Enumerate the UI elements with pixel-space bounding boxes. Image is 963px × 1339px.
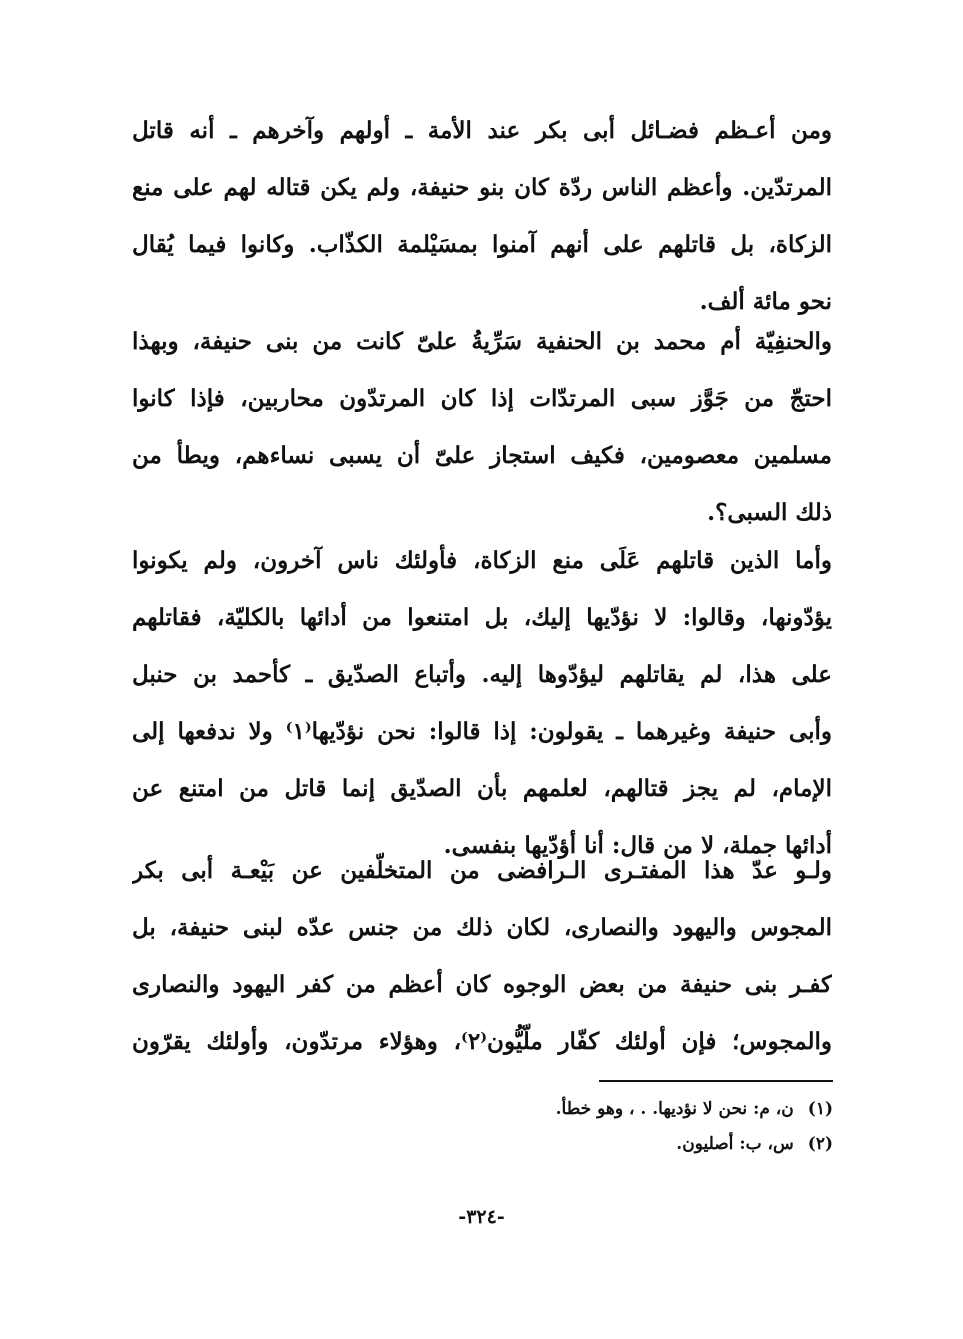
text-line: ومن أعـظم فضـائل أبى بكر عند الأمة ـ أولهم وآخرهم ـ أنه قاتل — [132, 117, 832, 144]
paragraph-1 — [132, 102, 832, 330]
text-line: أدائها جملة، لا من قال: أنا أؤدّيها بنفسى. — [443, 832, 832, 859]
text-line: والحنفِيّة أم محمد بن الحنفية سَرِّيةُ علىّ كانت من بنى حنيفة، وبهذا — [132, 328, 832, 355]
text-line: المرتدّين. وأعظم الناس ردّة كان بنو حنيفة، ولم يكن قتاله لهم على منع — [132, 174, 832, 201]
page-number: -٣٢٤- — [458, 1206, 505, 1228]
text-line: على هذا، لم يقاتلهم ليؤدّوها إليه. وأتباع الصدّيق ـ كأحمد بن حنبل — [132, 661, 832, 688]
footnote-1 — [430, 1092, 833, 1127]
text-line: والمجوس؛ فإن أولئك كفّار ملّيُّون⁽٢⁾، وهؤلاء مرتدّون، وأولئك يقرّون — [132, 1028, 832, 1055]
footnote-number: (١) — [807, 1099, 833, 1119]
text-line: الزكاة، بل قاتلهم على أنهم آمنوا بمسَيْلمة الكذّاب. وكانوا فيما يُقال — [132, 231, 832, 258]
text-line: ولـو عدّ هذا المفتـرى الـرافضى من المتخلّفين عن بَيْعـة أبى بكر — [132, 857, 832, 884]
text-line: وأما الذين قاتلهم عَلَى منع الزكاة، فأولئك ناس آخرون، ولم يكونوا — [132, 547, 832, 574]
paragraph-4 — [132, 842, 832, 1070]
footnotes — [430, 1092, 833, 1162]
text-line: كفـر بنى حنيفة من بعض الوجوه كان أعظم من كفر اليهود والنصارى — [132, 971, 832, 998]
paragraph-2 — [132, 313, 832, 541]
text-line: نحو مائة ألف. — [699, 288, 832, 315]
footnote-text: س، ب: أصليون. — [676, 1134, 794, 1154]
paragraph-3 — [132, 532, 832, 874]
footnote-separator — [599, 1080, 833, 1082]
text-line: وأبى حنيفة وغيرهما ـ يقولون: إذا قالوا: نحن نؤدّيها⁽١⁾ ولا ندفعها إلى — [132, 718, 832, 745]
footnote-number: (٢) — [807, 1134, 833, 1154]
footnote-text: ن، م: نحن لا نؤديها. . ، وهو خطأ. — [555, 1099, 794, 1119]
text-line: مسلمين معصومين، فكيف استجاز علىّ أن يسبى نساءهم، ويطأ من — [132, 442, 832, 469]
text-line: ذلك السبى؟. — [707, 499, 832, 526]
text-line: المجوس واليهود والنصارى، لكان ذلك من جنس عدّه لبنى حنيفة، بل — [132, 914, 832, 941]
text-line: يؤدّونها، وقالوا: لا نؤدّيها إليك، بل امتنعوا من أدائها بالكليّة، فقاتلهم — [132, 604, 832, 631]
text-line: الإمام، لم يجز قتالهم، لعلمهم بأن الصدّيق إنما قاتل من امتنع عن — [132, 775, 832, 802]
footnote-2 — [430, 1127, 833, 1162]
text-line: احتجّ من جَوَّز سبى المرتدّات إذا كان المرتدّون محاربين، فإذا كانوا — [132, 385, 832, 412]
